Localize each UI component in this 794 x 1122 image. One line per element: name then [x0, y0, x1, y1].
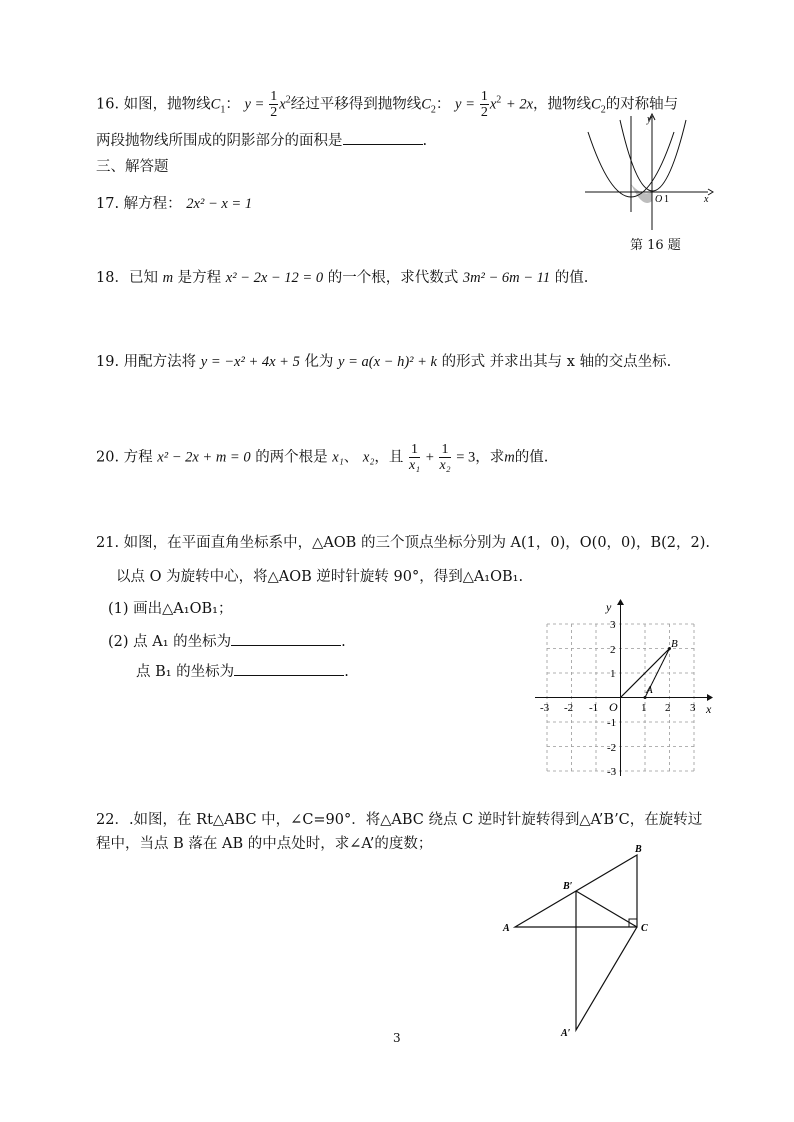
- q21-coordinate-grid: [530, 600, 720, 780]
- q21-line1: 21. 如图，在平面直角坐标系中，△AOB 的三个顶点坐标分别为 A(1，0)，O(0，0)，B(2，2).: [96, 535, 710, 551]
- q19-line: [96, 352, 671, 372]
- colon-2: ：: [435, 96, 451, 113]
- q20-plus: +: [425, 449, 434, 466]
- q20-var-m: m: [504, 449, 515, 466]
- q17-line: [96, 194, 252, 214]
- q21-period-1: .: [341, 634, 346, 650]
- q18-text3: 的一个根，求代数式: [327, 270, 459, 286]
- section-3-heading: 三、解答题: [96, 159, 169, 175]
- x-var-1: x: [279, 96, 286, 113]
- curve-c2-label: C: [421, 96, 431, 113]
- fig16-tick-1: 1: [664, 194, 669, 205]
- frac-num: 1: [439, 442, 450, 458]
- q21-b1-answer-blank[interactable]: [234, 661, 344, 676]
- q20-equation: x² − 2x + m = 0: [157, 449, 251, 466]
- frac-num: 1: [270, 89, 278, 104]
- q16-period: .: [422, 133, 428, 149]
- c2-subscript-2: 2: [600, 104, 606, 116]
- q16-text3: ，抛物线: [533, 96, 592, 113]
- equals-2: =: [466, 96, 475, 113]
- equals-1: =: [255, 96, 264, 113]
- q19-text3: 的形式 并求出其与 x 轴的交点坐标.: [441, 354, 672, 370]
- q20-line: [96, 442, 548, 473]
- frac-den: 2: [270, 105, 278, 120]
- y-tick-2: 2: [610, 644, 616, 656]
- q22-line1: 22．.如图，在 Rt△ABC 中，∠C=90°．将△ABC 绕点 C 逆时针旋转得到△A’B’C，在旋转过: [96, 812, 703, 828]
- fraction-half-1: [269, 89, 278, 120]
- q18-equation: x² − 2x − 12 = 0: [225, 270, 324, 286]
- q17-text: 17. 解方程：: [96, 196, 182, 212]
- q16-answer-blank[interactable]: [343, 130, 423, 145]
- q18-line: [96, 268, 588, 288]
- vertex-b-label: B: [635, 844, 642, 855]
- q18-text1: 18．已知: [96, 270, 158, 286]
- fig16-origin-label: O: [655, 194, 663, 205]
- y-var-1: y: [244, 96, 251, 113]
- q19-text1: 19. 用配方法将: [96, 354, 197, 370]
- frac-den: x₁: [408, 458, 421, 473]
- q21-line2: 以点 O 为旋转中心，将△AOB 逆时针旋转 90°，得到△A₁OB₁.: [116, 569, 524, 585]
- triangle-apbpc: [576, 891, 637, 1030]
- x-tick-labels: [540, 702, 696, 714]
- colon-1: ：: [225, 96, 240, 113]
- q18-text2: 是方程: [177, 270, 222, 286]
- q17-equation: 2x² − x = 1: [186, 196, 253, 212]
- y-tick-neg1: -1: [607, 717, 617, 729]
- q20-root-x2: x₂: [362, 449, 375, 466]
- vertex-aprime-label: A′: [561, 1028, 571, 1039]
- q16-line1: 16. 如图，抛物线$C_1$： y = $\frac{1}{2}$ $x^2$经过平移得到抛物线$C_2$： y = $\frac{1}{2}$ $x^2 + 2x$，抛物线$C_2$的对称轴与: [96, 89, 679, 120]
- c2-subscript: 2: [430, 104, 436, 116]
- q16-text5: 两段抛物线所围成的阴影部分的面积是: [96, 133, 343, 149]
- q20-text3: ，且: [374, 449, 404, 466]
- q19-equation1: y = −x² + 4x + 5: [200, 354, 300, 370]
- q16-figure-caption: 第 16 题: [630, 238, 681, 253]
- x-tick-neg1: -1: [589, 702, 599, 714]
- x-tick-neg3: -3: [540, 702, 550, 714]
- q21-sub1: (1) 画出△A₁OB₁；: [108, 601, 233, 617]
- q21-sub2: [108, 631, 346, 652]
- x-tick-1: 1: [641, 702, 647, 714]
- page-number: 3: [393, 1031, 401, 1045]
- y-tick-neg3: -3: [607, 766, 617, 778]
- curve-c2-label-2: C: [591, 96, 601, 113]
- q19-equation2: y = a(x − h)² + k: [338, 354, 437, 370]
- segment-bpc: [576, 891, 637, 927]
- c1-subscript: 1: [220, 104, 226, 116]
- q20-text2: 的两个根是: [255, 449, 328, 466]
- q20-fraction-2: [439, 442, 450, 473]
- q20-root-x1: x₁: [332, 449, 344, 466]
- q20-fraction-1: [409, 442, 420, 473]
- grid-y-label: y: [606, 600, 612, 614]
- x-tick-3: 3: [690, 702, 696, 714]
- q21-sub2b-text: 点 B₁ 的坐标为: [136, 664, 235, 680]
- q22-line2: 程中，当点 B 落在 AB 的中点处时，求∠A’的度数；: [96, 836, 433, 852]
- frac-num: 1: [480, 89, 488, 104]
- plus-2x: + 2x: [505, 96, 534, 113]
- y-tick-neg2: -2: [607, 742, 617, 754]
- q19-text2: 化为: [304, 354, 334, 370]
- x-axis-arrow: [707, 694, 713, 701]
- x-axis-arrow: [708, 189, 713, 195]
- y-axis-arrow: [617, 599, 624, 605]
- vertex-bprime-label: B′: [563, 881, 573, 892]
- vertex-a-label: A: [503, 923, 510, 934]
- q16-number: 16.: [96, 96, 120, 113]
- fraction-half-2: [480, 89, 489, 120]
- q21-sub2b: [136, 661, 349, 682]
- x-var-2: x: [489, 96, 497, 113]
- q16-parabola-figure: [580, 112, 715, 232]
- vertex-c-label: C: [641, 923, 648, 934]
- q16-text2: 经过平移得到抛物线: [290, 96, 422, 113]
- q20-text1: 20. 方程: [96, 449, 153, 466]
- point-a-label: A: [646, 684, 653, 696]
- frac-den: x₂: [439, 458, 451, 473]
- y-var-2: y: [455, 96, 462, 113]
- q20-equals-3: = 3: [456, 449, 476, 466]
- q22-rotation-figure: [495, 840, 665, 1040]
- q16-text4: 的对称轴与: [605, 96, 679, 113]
- q20-text4: ，求: [475, 449, 505, 466]
- q21-a1-answer-blank[interactable]: [231, 631, 341, 646]
- fig16-y-label: y: [647, 114, 652, 125]
- frac-num: 1: [409, 442, 420, 458]
- fig16-x-label: x: [704, 194, 709, 205]
- q18-var-m: m: [162, 270, 174, 286]
- q20-sep: 、: [343, 449, 359, 466]
- curve-c1-label: C: [210, 96, 221, 113]
- x-tick-2: 2: [665, 702, 671, 714]
- q20-text5: 的值.: [514, 449, 549, 466]
- y-tick-3: 3: [610, 619, 616, 631]
- grid-x-label: x: [706, 702, 712, 716]
- q18-expression: 3m² − 6m − 11: [462, 270, 551, 286]
- y-tick-1: 1: [610, 668, 616, 680]
- point-a: [644, 696, 647, 699]
- y-tick-labels: [607, 619, 617, 778]
- x-tick-neg2: -2: [564, 702, 574, 714]
- q16-text1: 如图，抛物线: [123, 96, 211, 113]
- grid-origin-label: O: [609, 700, 618, 714]
- q16-line2: [96, 130, 427, 151]
- point-b-label: B: [671, 638, 678, 650]
- q21-period-2: .: [344, 664, 349, 680]
- q21-sub2-text: (2) 点 A₁ 的坐标为: [108, 634, 232, 650]
- q18-text4: 的值.: [554, 270, 589, 286]
- frac-den: 2: [480, 105, 488, 120]
